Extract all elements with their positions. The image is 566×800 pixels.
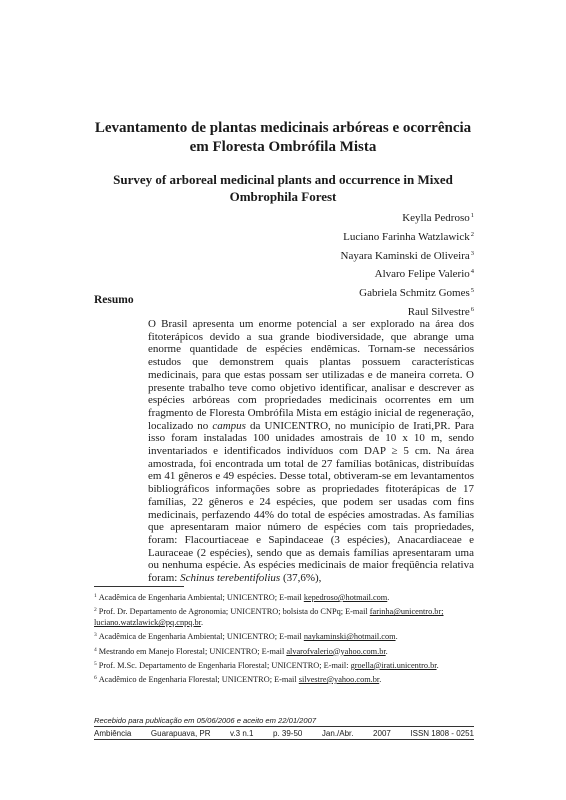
abstract-heading: Resumo (94, 294, 134, 306)
author-name: Gabriela Schmitz Gomes (359, 287, 470, 300)
author-footnote-mark[interactable]: 1 (470, 212, 474, 219)
email-link[interactable]: farinha@unicentro.br; luciano.watzlawick@pq.cnpq.br (94, 607, 444, 628)
journal-volume: v.3 n.1 (230, 728, 254, 738)
author-footnote-mark[interactable]: 3 (470, 249, 474, 257)
footnote: $^6$ Acadêmico de Engenharia Florestal; UNICENTRO; E-mail silvestre@yahoo.com.br. (94, 674, 382, 684)
footnote-divider (94, 586, 184, 587)
email-link[interactable]: alvarofvalerio@yahoo.com.br (286, 646, 386, 656)
author-list (114, 208, 474, 321)
abstract-text: (37,6%), (280, 572, 322, 585)
received-date-note: Recebido para publicação em 05/06/2006 e aceito em 22/01/2007 (94, 716, 317, 725)
abstract-italic-term: campus (212, 419, 246, 432)
footnote: $^2$ Prof. Dr. Departamento de Agronomia; UNICENTRO; bolsista do CNPq; E-mail farinha@unicentro.br; luciano.watzlawick@pq.cnpq.br. (94, 607, 444, 628)
footnote: $^1$ Acadêmica de Engenharia Ambiental; UNICENTRO; E-mail kepedroso@hotmail.com. (94, 593, 390, 602)
author-footnote-mark[interactable]: 4 (470, 268, 474, 276)
abstract-body (148, 318, 474, 585)
author-footnote-mark[interactable]: 2 (470, 230, 474, 238)
journal-name: Ambiência (94, 728, 132, 738)
journal-city: Guarapuava, PR (150, 728, 211, 738)
email-link[interactable]: kepedroso@hotmail.com (303, 593, 388, 602)
footnote: $^5$ Prof. M.Sc. Departamento de Engenharia Florestal; UNICENTRO; E-mail: groella@irati.unicentro.br. (94, 660, 439, 670)
footnotes (94, 591, 474, 687)
email-link[interactable]: naykaminski@hotmail.com (303, 632, 396, 642)
author-name: Keylla Pedroso (402, 212, 470, 224)
title-portuguese: Levantamento de plantas medicinais arbóreas e ocorrência em Floresta Ombrófila Mista (94, 120, 472, 155)
title-english: Survey of arboreal medicinal plants and occurrence in Mixed Ombrophila Forest (113, 172, 453, 204)
abstract-species-name: Schinus terebentifolius (180, 572, 281, 585)
footnote: $^4$ Mestrando em Manejo Florestal; UNICENTRO; E-mail alvarofvalerio@yahoo.com.br. (94, 646, 388, 656)
issue-months: Jan./Abr. (321, 728, 354, 738)
publication-year: 2007 (373, 728, 391, 738)
page-range: p. 39-50 (273, 728, 303, 738)
abstract-text: O Brasil apresenta um enorme potencial a ser explorado na área dos fitoterápicos devido a sua grande biodiversidade, que abrange uma enorme quantidade de espécies endêmicas. Tornam-se necessários estudos que demonstrem quais plantas possuem características medicinais, para que estas possam ser utilizadas e de maneira correta. O presente trabalho teve como objetivo identificar, analisar e descrever as espécies arbóreas com propriedades medicinais ocorrentes em um fragmento de Floresta Ombrófila Mista em estágio inicial de regeneração, localizado no (148, 318, 474, 432)
footnote: $^3$ Acadêmica de Engenharia Ambiental; UNICENTRO; E-mail naykaminski@hotmail.com. (94, 632, 398, 642)
abstract-text: da UNICENTRO, no município de Irati,PR. Para isso foram instaladas 100 unidades amostrais de 10 x 10 m, sendo inventariados e identificados indivíduos com DAP ≥ 5 cm. Na área amostrada, foi encontrada um total de 27 famílias botânicas, distribuídas em 41 gêneros e 49 espécies. Desse total, obtiveram-se em levantamentos bibliográficos informações sobre as propriedades fitoterápicas de 17 famílias, 22 gêneros e 24 espécies, que podem ser usadas com fins medicinais, perfazendo 44% do total de espécies amostradas. As famílias que apresentaram maior número de espécies com tais propriedades, foram: Flacourtiaceae e Sapindaceae (3 espécies), Anacardiaceae e Lauraceae (2 espécies), sendo que as demais famílias apresentaram uma ou nenhuma espécie. As espécies medicinais de maior freqüência relativa foram: (148, 419, 474, 585)
email-link[interactable]: groella@irati.unicentro.br (350, 660, 437, 670)
author (114, 264, 474, 283)
issn: ISSN 1808 - 0251 (410, 728, 474, 738)
author (114, 208, 474, 227)
author-footnote-mark[interactable]: 5 (470, 287, 474, 295)
author (114, 227, 474, 246)
author (114, 283, 474, 302)
author (114, 246, 474, 265)
author-name: Nayara Kaminski de Oliveira (340, 249, 470, 262)
email-link[interactable]: silvestre@yahoo.com.br (298, 674, 380, 684)
running-footer (94, 726, 474, 740)
author-name: Raul Silvestre (407, 305, 470, 318)
author-footnote-mark[interactable]: 6 (470, 305, 474, 313)
author-name: Alvaro Felipe Valerio (374, 268, 470, 281)
author-name: Luciano Farinha Watzlawick (343, 230, 470, 243)
